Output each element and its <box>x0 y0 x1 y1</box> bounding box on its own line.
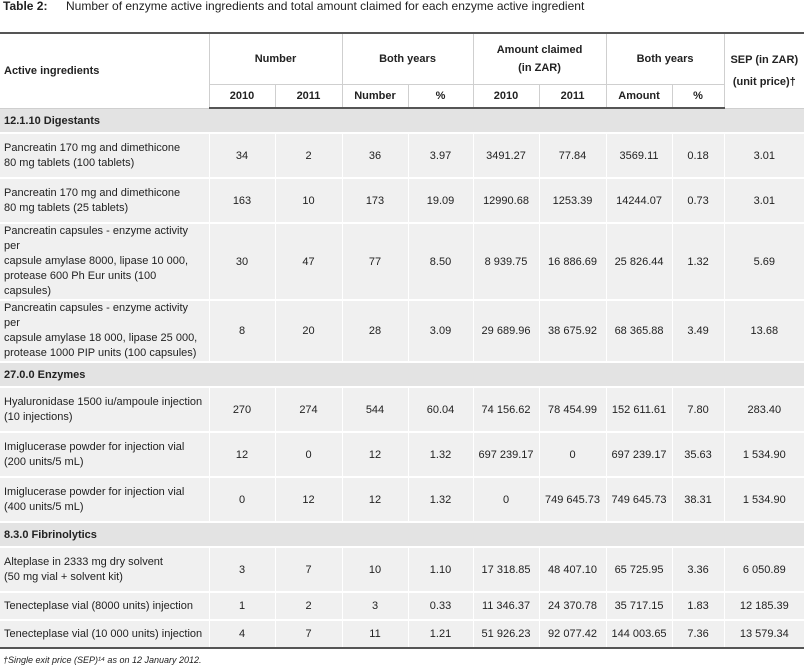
header-both-years: Both years <box>342 33 473 84</box>
table-row <box>0 133 804 178</box>
cell: 144 003.65 <box>606 620 672 648</box>
cell: 1.10 <box>408 547 473 592</box>
cell: 24 370.78 <box>539 592 606 620</box>
name-line: Hyaluronidase 1500 iu/ampoule injection <box>4 395 203 408</box>
cell: 1.21 <box>408 620 473 648</box>
name-line: Alteplase in 2333 mg dry solvent <box>4 555 163 568</box>
cell: 77 <box>342 223 408 300</box>
table-row <box>0 547 804 592</box>
cell: 92 077.42 <box>539 620 606 648</box>
cell: 3491.27 <box>473 133 539 178</box>
cell: 12 <box>342 477 408 522</box>
enzyme-table <box>0 32 804 649</box>
cell: 12 <box>275 477 342 522</box>
name-line: Tenecteplase vial (10 000 units) injection <box>4 627 203 640</box>
cell: 0.73 <box>672 178 724 223</box>
cell: 1253.39 <box>539 178 606 223</box>
cell: 77.84 <box>539 133 606 178</box>
cell: 12 185.39 <box>724 592 804 620</box>
cell: 1.32 <box>408 477 473 522</box>
table-label: Table 2: <box>3 0 48 13</box>
section-digestants <box>0 108 804 133</box>
cell: 6 050.89 <box>724 547 804 592</box>
header-both-years-amount: Both years <box>606 33 724 84</box>
table-row <box>0 223 804 300</box>
subheader-number: Number <box>342 84 408 108</box>
cell: 36 <box>342 133 408 178</box>
cell: 3 <box>342 592 408 620</box>
name-line: Imiglucerase powder for injection vial <box>4 440 185 453</box>
ingredient-name <box>0 592 209 620</box>
cell: 38.31 <box>672 477 724 522</box>
section-title: 8.3.0 Fibrinolytics <box>0 522 804 547</box>
cell: 283.40 <box>724 387 804 432</box>
name-line: Pancreatin 170 mg and dimethicone <box>4 186 181 199</box>
cell: 51 926.23 <box>473 620 539 648</box>
footnote: †Single exit price (SEP)¹⁴ as on 12 January 2012. <box>3 655 202 665</box>
table-row <box>0 387 804 432</box>
header-amount-claimed-line1: Amount claimed <box>496 43 583 56</box>
header-sep <box>724 33 804 108</box>
cell: 0.18 <box>672 133 724 178</box>
header-amount-claimed-line2: (in ZAR) <box>518 61 561 74</box>
name-line: capsule amylase 18 000, lipase 25 000, <box>4 332 198 344</box>
cell: 270 <box>209 387 275 432</box>
cell: 13 579.34 <box>724 620 804 648</box>
cell: 30 <box>209 223 275 300</box>
cell: 12 <box>209 432 275 477</box>
table-row <box>0 620 804 648</box>
table-row <box>0 300 804 362</box>
cell: 3.01 <box>724 133 804 178</box>
ingredient-name <box>0 477 209 522</box>
cell: 0 <box>539 432 606 477</box>
cell: 29 689.96 <box>473 300 539 362</box>
cell: 173 <box>342 178 408 223</box>
name-line: (10 injections) <box>4 410 73 423</box>
cell: 697 239.17 <box>606 432 672 477</box>
cell: 35 717.15 <box>606 592 672 620</box>
section-fibrinolytics <box>0 522 804 547</box>
cell: 1.32 <box>408 432 473 477</box>
cell: 544 <box>342 387 408 432</box>
subheader-amount-2010: 2010 <box>473 84 539 108</box>
cell: 25 826.44 <box>606 223 672 300</box>
cell: 2 <box>275 592 342 620</box>
cell: 8 939.75 <box>473 223 539 300</box>
cell: 3.09 <box>408 300 473 362</box>
cell: 17 318.85 <box>473 547 539 592</box>
cell: 10 <box>275 178 342 223</box>
cell: 0.33 <box>408 592 473 620</box>
cell: 152 611.61 <box>606 387 672 432</box>
header-active-ingredients: Active ingredients <box>0 33 209 108</box>
cell: 34 <box>209 133 275 178</box>
cell: 3569.11 <box>606 133 672 178</box>
cell: 697 239.17 <box>473 432 539 477</box>
name-line: capsule amylase 8000, lipase 10 000, <box>4 255 189 267</box>
subheader-percent: % <box>408 84 473 108</box>
subheader-amount-2011: 2011 <box>539 84 606 108</box>
cell: 1 <box>209 592 275 620</box>
cell: 2 <box>275 133 342 178</box>
cell: 1 534.90 <box>724 432 804 477</box>
cell: 48 407.10 <box>539 547 606 592</box>
name-line: 80 mg tablets (25 tablets) <box>4 201 129 214</box>
cell: 3.01 <box>724 178 804 223</box>
cell: 68 365.88 <box>606 300 672 362</box>
ingredient-name <box>0 133 209 178</box>
subheader-2011: 2011 <box>275 84 342 108</box>
ingredient-name <box>0 432 209 477</box>
cell: 8 <box>209 300 275 362</box>
cell: 38 675.92 <box>539 300 606 362</box>
table-caption <box>0 0 804 20</box>
ingredient-name <box>0 387 209 432</box>
header-amount-claimed <box>473 33 606 84</box>
ingredient-name <box>0 547 209 592</box>
cell: 47 <box>275 223 342 300</box>
cell: 35.63 <box>672 432 724 477</box>
table-row <box>0 432 804 477</box>
cell: 3.36 <box>672 547 724 592</box>
cell: 274 <box>275 387 342 432</box>
cell: 74 156.62 <box>473 387 539 432</box>
table-title: Number of enzyme active ingredients and total amount claimed for each enzyme active ingredient <box>66 0 585 13</box>
header-sep-line1: SEP (in ZAR) <box>730 53 799 66</box>
header-number: Number <box>209 33 342 84</box>
cell: 7 <box>275 547 342 592</box>
cell: 4 <box>209 620 275 648</box>
cell: 14244.07 <box>606 178 672 223</box>
cell: 3.97 <box>408 133 473 178</box>
cell: 5.69 <box>724 223 804 300</box>
cell: 28 <box>342 300 408 362</box>
section-title: 12.1.10 Digestants <box>0 108 804 133</box>
cell: 749 645.73 <box>539 477 606 522</box>
cell: 20 <box>275 300 342 362</box>
cell: 12990.68 <box>473 178 539 223</box>
ingredient-name <box>0 178 209 223</box>
section-enzymes <box>0 362 804 387</box>
name-line: (200 units/5 mL) <box>4 455 84 468</box>
cell: 12 <box>342 432 408 477</box>
cell: 1 534.90 <box>724 477 804 522</box>
subheader-2010: 2010 <box>209 84 275 108</box>
subheader-amount: Amount <box>606 84 672 108</box>
cell: 7 <box>275 620 342 648</box>
name-line: 80 mg tablets (100 tablets) <box>4 156 135 169</box>
cell: 8.50 <box>408 223 473 300</box>
cell: 13.68 <box>724 300 804 362</box>
cell: 0 <box>473 477 539 522</box>
table-row <box>0 477 804 522</box>
cell: 78 454.99 <box>539 387 606 432</box>
name-line: Pancreatin capsules - enzyme activity per <box>4 225 189 252</box>
ingredient-name <box>0 620 209 648</box>
cell: 19.09 <box>408 178 473 223</box>
name-line: (400 units/5 mL) <box>4 500 84 513</box>
cell: 749 645.73 <box>606 477 672 522</box>
table-row <box>0 592 804 620</box>
cell: 0 <box>209 477 275 522</box>
header-sep-line2: (unit price)† <box>732 75 796 88</box>
cell: 65 725.95 <box>606 547 672 592</box>
name-line: Pancreatin 170 mg and dimethicone <box>4 141 181 154</box>
ingredient-name <box>0 300 209 362</box>
cell: 16 886.69 <box>539 223 606 300</box>
name-line: Imiglucerase powder for injection vial <box>4 485 185 498</box>
name-line: (50 mg vial + solvent kit) <box>4 570 123 583</box>
cell: 1.83 <box>672 592 724 620</box>
table-row <box>0 178 804 223</box>
cell: 1.32 <box>672 223 724 300</box>
cell: 0 <box>275 432 342 477</box>
name-line: Tenecteplase vial (8000 units) injection <box>4 599 193 612</box>
subheader-amount-percent: % <box>672 84 724 108</box>
name-line: Pancreatin capsules - enzyme activity per <box>4 302 189 329</box>
cell: 163 <box>209 178 275 223</box>
cell: 60.04 <box>408 387 473 432</box>
cell: 7.36 <box>672 620 724 648</box>
ingredient-name <box>0 223 209 300</box>
cell: 3.49 <box>672 300 724 362</box>
cell: 7.80 <box>672 387 724 432</box>
name-line: protease 1000 PIP units (100 capsules) <box>4 347 197 359</box>
section-title: 27.0.0 Enzymes <box>0 362 804 387</box>
cell: 11 346.37 <box>473 592 539 620</box>
cell: 3 <box>209 547 275 592</box>
cell: 10 <box>342 547 408 592</box>
cell: 11 <box>342 620 408 648</box>
name-line: protease 600 Ph Eur units (100 capsules) <box>4 270 157 297</box>
